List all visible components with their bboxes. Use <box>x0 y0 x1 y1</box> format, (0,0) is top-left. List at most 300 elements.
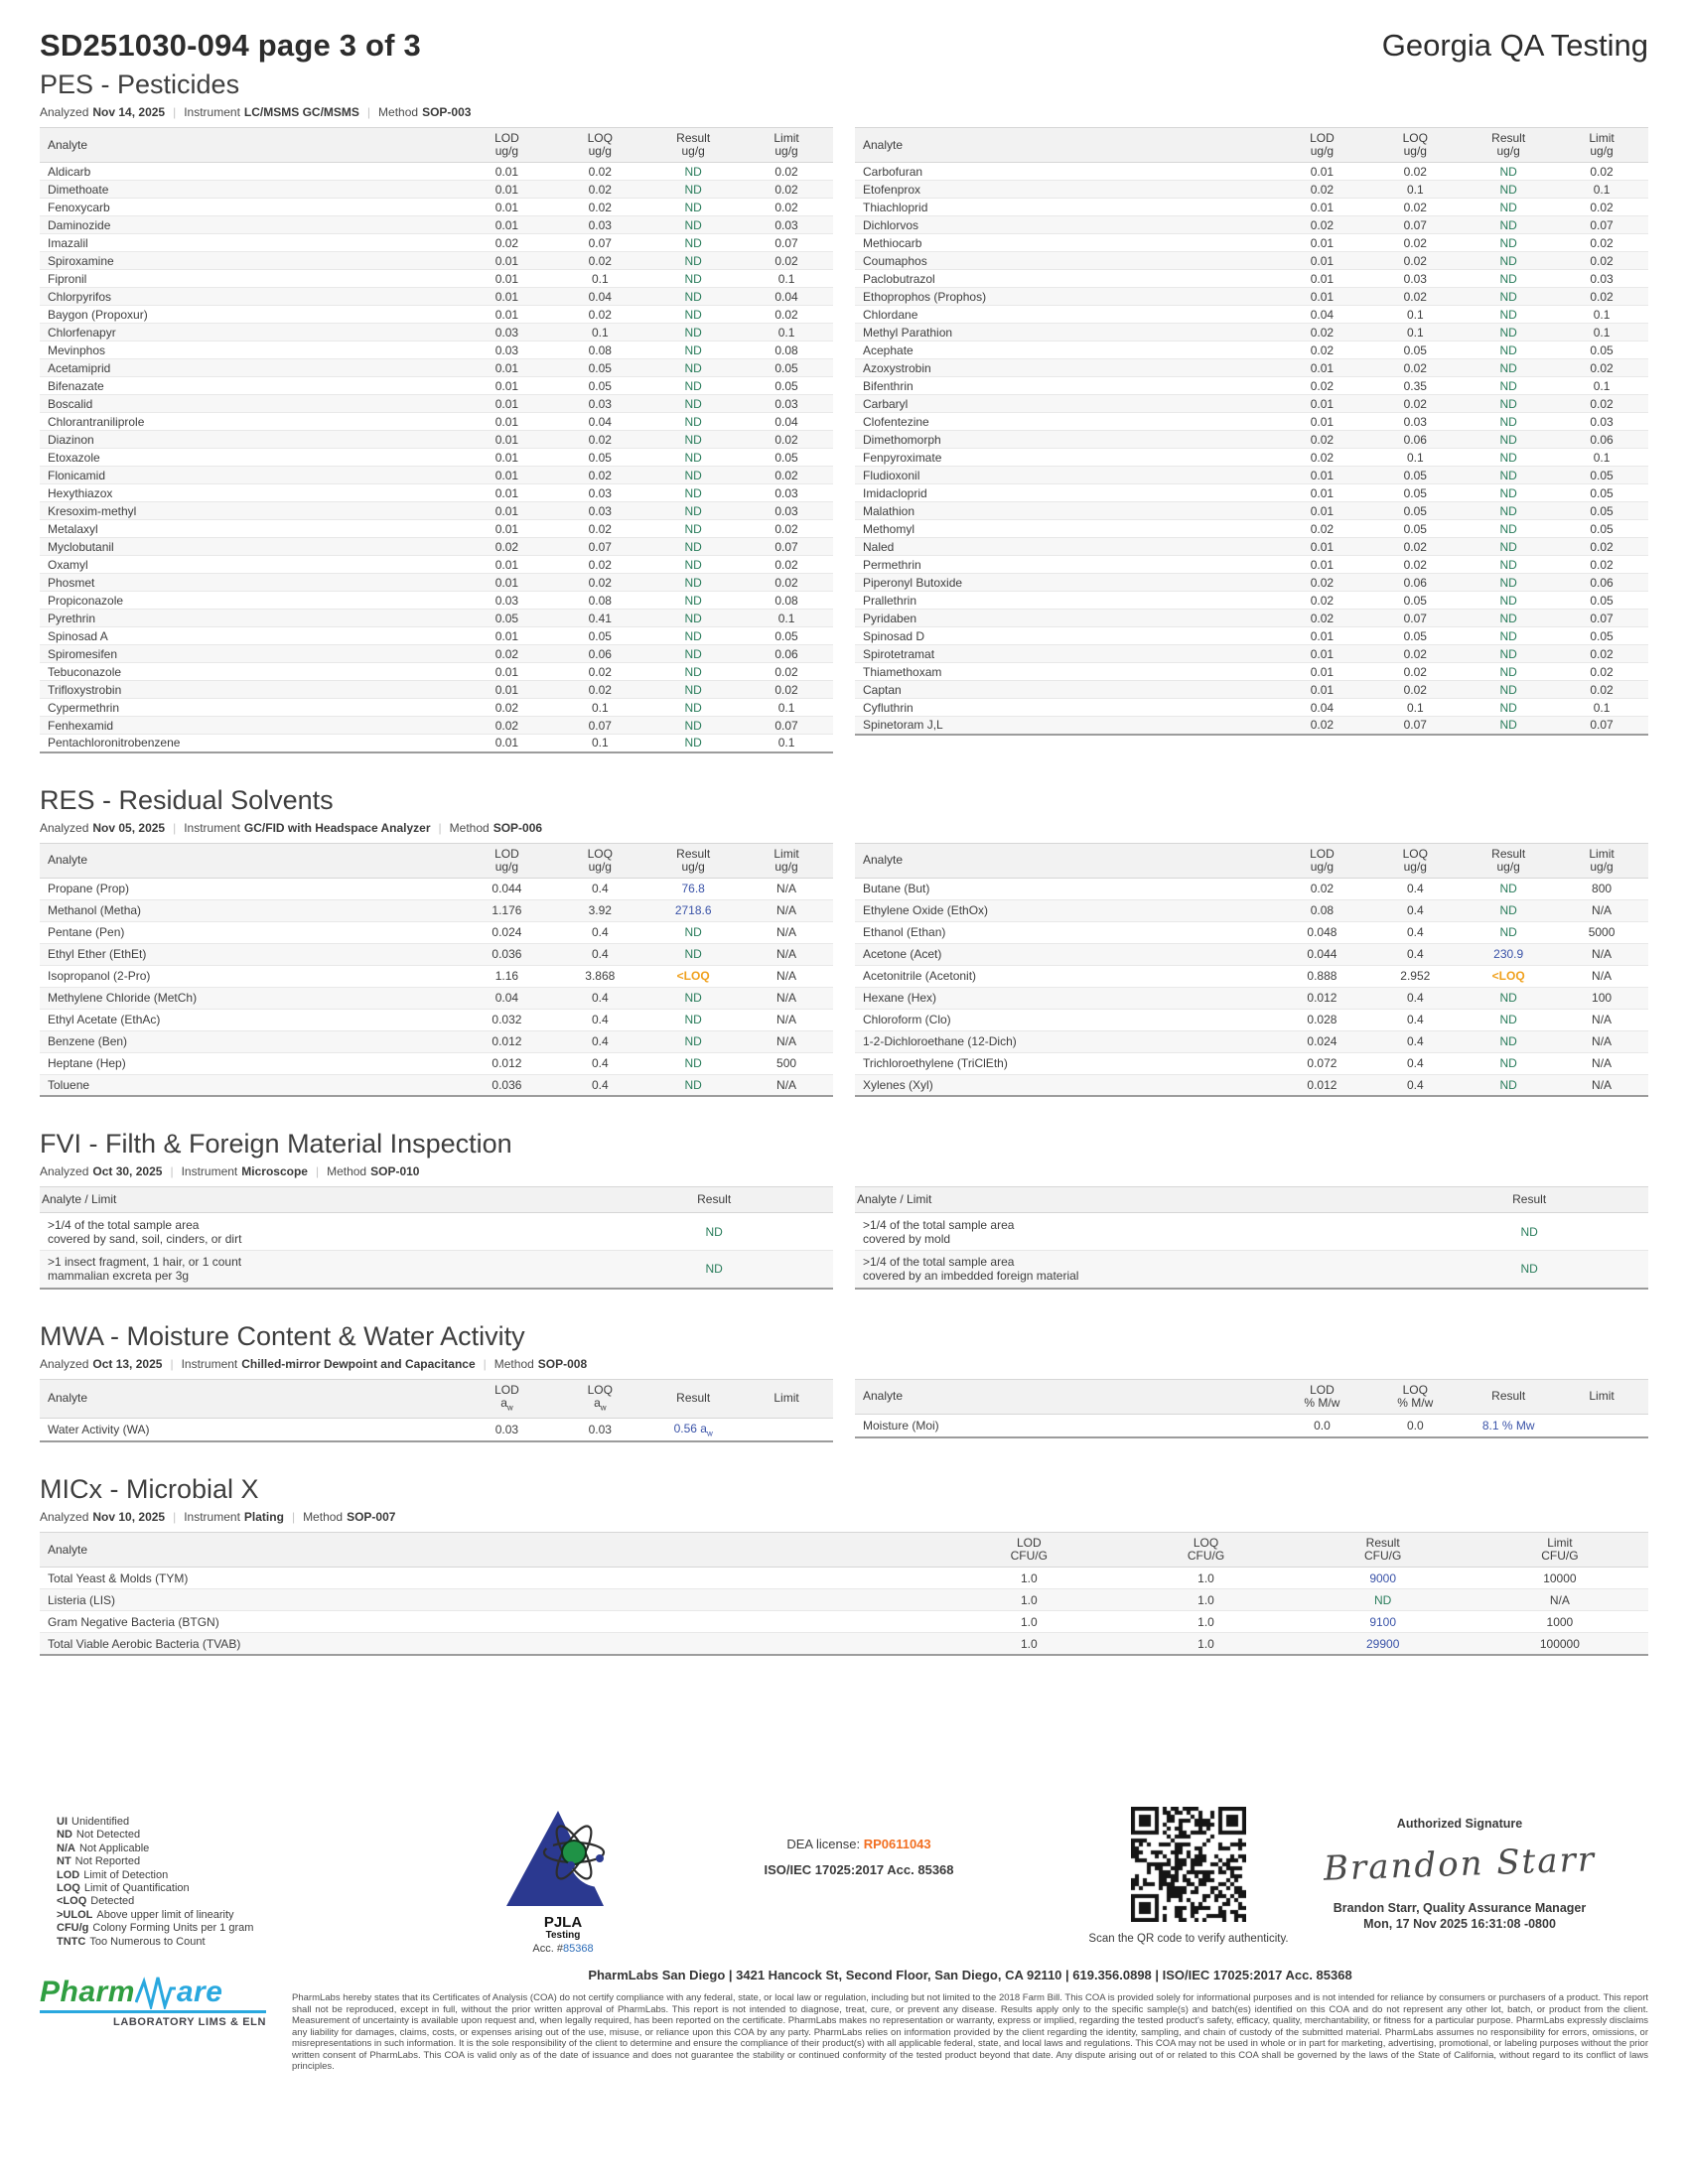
limit-criteria-text: >1 insect fragment, 1 hair, or 1 count mammalian excreta per 3g <box>40 1251 595 1289</box>
table-row <box>40 163 833 181</box>
table-row <box>40 592 833 610</box>
limit-value: 0.03 <box>740 216 833 234</box>
legend-item: UI Unidentified <box>57 1816 130 1828</box>
result-value: ND <box>1462 467 1555 484</box>
column-header: LOD $a_w$ <box>460 1379 553 1418</box>
column-header: Analyte / Limit <box>855 1187 1410 1213</box>
analyte-name: Piperonyl Butoxide <box>855 574 1275 592</box>
analyte-name: Thiachloprid <box>855 199 1275 216</box>
column-header: LOQ $a_w$ <box>553 1379 646 1418</box>
lod-value: 0.01 <box>460 252 553 270</box>
lod-value: 0.01 <box>1275 288 1368 306</box>
section-microbial <box>40 1474 1648 1656</box>
lod-value: 0.01 <box>460 270 553 288</box>
result-value: ND <box>1462 395 1555 413</box>
analyte-name: Spinosad A <box>40 627 460 645</box>
method-value: SOP-010 <box>370 1164 420 1178</box>
lod-value: 0.02 <box>1275 610 1368 627</box>
result-value: ND <box>646 1052 740 1074</box>
limit-value: 0.02 <box>740 681 833 699</box>
loq-value: 0.02 <box>1368 663 1462 681</box>
limit-value: 0.05 <box>1555 502 1648 520</box>
limit-value: N/A <box>1555 1074 1648 1096</box>
loq-value: 0.4 <box>553 1052 646 1074</box>
lod-value: 0.036 <box>460 1074 553 1096</box>
lod-value: 0.02 <box>1275 592 1368 610</box>
result-value: ND <box>1462 610 1555 627</box>
loq-value: 0.02 <box>1368 234 1462 252</box>
analyte-name: Permethrin <box>855 556 1275 574</box>
loq-value: 0.03 <box>1368 270 1462 288</box>
table-row <box>855 199 1648 216</box>
limit-value: 0.02 <box>1555 645 1648 663</box>
loq-value: 1.0 <box>1117 1589 1294 1611</box>
result-value: ND <box>646 735 740 752</box>
analyzed-label: Analyzed <box>40 1510 89 1525</box>
limit-value: 0.02 <box>740 163 833 181</box>
lod-value: 0.01 <box>1275 270 1368 288</box>
result-value: 8.1 % Mw <box>1462 1414 1555 1437</box>
lod-value: 1.0 <box>940 1589 1117 1611</box>
column-header: Result <box>595 1187 833 1213</box>
table-row <box>40 1052 833 1074</box>
limit-value: 0.02 <box>740 556 833 574</box>
loq-value: 0.4 <box>1368 921 1462 943</box>
loq-value: 0.1 <box>553 324 646 341</box>
analyte-name: Chloroform (Clo) <box>855 1009 1275 1030</box>
table-row <box>855 899 1648 921</box>
table-row <box>40 306 833 324</box>
lod-value: 0.02 <box>1275 717 1368 735</box>
loq-value: 0.1 <box>553 270 646 288</box>
table-row <box>855 449 1648 467</box>
separator: | <box>170 1164 174 1178</box>
lod-value: 0.02 <box>1275 181 1368 199</box>
analyte-name: Bifenazate <box>40 377 460 395</box>
limit-value: N/A <box>1472 1589 1648 1611</box>
table-row <box>855 1414 1648 1437</box>
column-header: Limit ug/g <box>1555 843 1648 878</box>
loq-value: 1.0 <box>1117 1633 1294 1655</box>
analyte-name: Trifloxystrobin <box>40 681 460 699</box>
loq-value: 0.02 <box>553 181 646 199</box>
lod-value: 0.03 <box>460 324 553 341</box>
analyzed-date: Nov 14, 2025 <box>92 105 166 119</box>
limit-value: 0.02 <box>1555 163 1648 181</box>
loq-value: 3.868 <box>553 965 646 987</box>
lod-value: 0.01 <box>460 216 553 234</box>
result-value: ND <box>646 199 740 216</box>
result-value: ND <box>1462 1009 1555 1030</box>
result-value: ND <box>646 324 740 341</box>
result-value: ND <box>1462 359 1555 377</box>
section-meta <box>40 1357 1648 1371</box>
table-row <box>855 1251 1648 1289</box>
column-header: Result ug/g <box>1462 128 1555 163</box>
lod-value: 0.01 <box>1275 252 1368 270</box>
loq-value: 0.05 <box>1368 592 1462 610</box>
limit-value: 0.1 <box>1555 181 1648 199</box>
analyte-name: Imidacloprid <box>855 484 1275 502</box>
limit-value: 0.1 <box>740 610 833 627</box>
lod-value: 0.01 <box>1275 359 1368 377</box>
table-row <box>855 538 1648 556</box>
analyte-name: Ethoprophos (Prophos) <box>855 288 1275 306</box>
lod-value: 0.08 <box>1275 899 1368 921</box>
analyte-name: Flonicamid <box>40 467 460 484</box>
analyzed-date: Nov 10, 2025 <box>92 1510 166 1525</box>
pjla-name: PJLA <box>543 1914 583 1931</box>
result-value: ND <box>646 359 740 377</box>
solvents-table-left <box>40 843 833 1098</box>
section-title: MICx - Microbial X <box>40 1474 259 1505</box>
result-value: ND <box>1462 699 1555 717</box>
analyte-name: Etofenprox <box>855 181 1275 199</box>
table-row <box>855 592 1648 610</box>
limit-value: 0.05 <box>740 377 833 395</box>
table-row <box>855 181 1648 199</box>
analyzed-date: Nov 05, 2025 <box>92 820 166 835</box>
limit-value: 100000 <box>1472 1633 1648 1655</box>
result-value: ND <box>646 663 740 681</box>
analyte-name: Oxamyl <box>40 556 460 574</box>
instrument-value: Plating <box>243 1510 284 1525</box>
result-value: ND <box>1462 592 1555 610</box>
loq-value: 0.05 <box>553 359 646 377</box>
separator: | <box>438 820 442 835</box>
result-value: ND <box>1462 556 1555 574</box>
table-row <box>855 377 1648 395</box>
result-value: ND <box>646 1009 740 1030</box>
analyte-name: Acephate <box>855 341 1275 359</box>
limit-value: 500 <box>740 1052 833 1074</box>
loq-value: 0.08 <box>553 341 646 359</box>
analyte-name: Methomyl <box>855 520 1275 538</box>
table-row <box>40 663 833 681</box>
loq-value: 0.1 <box>1368 699 1462 717</box>
pharmware-logo-subtitle: LABORATORY LIMS & ELN <box>113 2016 266 2028</box>
result-value: ND <box>1410 1213 1648 1251</box>
client-name: Georgia QA Testing <box>1381 28 1648 63</box>
result-value: ND <box>646 449 740 467</box>
table-row <box>855 663 1648 681</box>
loq-value: 0.05 <box>1368 484 1462 502</box>
pesticides-table-right <box>855 127 1648 736</box>
limit-value: 800 <box>1555 878 1648 899</box>
limit-value: 0.05 <box>740 359 833 377</box>
limit-value: 0.02 <box>1555 663 1648 681</box>
table-row <box>855 341 1648 359</box>
pulse-line-icon <box>135 1976 177 2009</box>
table-row <box>855 306 1648 324</box>
column-header: Result ug/g <box>646 843 740 878</box>
analyte-name: Pyrethrin <box>40 610 460 627</box>
sample-id-title: SD251030-094 page 3 of 3 <box>40 28 421 63</box>
result-value: ND <box>646 377 740 395</box>
legend-item: <LOQ Detected <box>57 1895 135 1908</box>
table-row <box>40 574 833 592</box>
result-value: ND <box>646 431 740 449</box>
table-row <box>40 987 833 1009</box>
analyte-name: Pentachloronitrobenzene <box>40 735 460 752</box>
limit-value: N/A <box>740 878 833 899</box>
section-title: RES - Residual Solvents <box>40 784 334 815</box>
column-header: Result <box>1410 1187 1648 1213</box>
limit-value: 0.1 <box>1555 699 1648 717</box>
instrument-label: Instrument <box>181 1164 238 1178</box>
column-header: Limit <box>1555 1379 1648 1414</box>
loq-value: 0.1 <box>1368 181 1462 199</box>
column-header: LOQ ug/g <box>1368 843 1462 878</box>
analyte-name: Cypermethrin <box>40 699 460 717</box>
limit-value: 0.1 <box>740 699 833 717</box>
result-value: ND <box>646 538 740 556</box>
loq-value: 0.05 <box>553 627 646 645</box>
lod-value: 0.01 <box>1275 163 1368 181</box>
column-header: LOQ ug/g <box>553 128 646 163</box>
microbial-table <box>40 1532 1648 1656</box>
table-row <box>40 899 833 921</box>
analyte-name: Water Activity (WA) <box>40 1418 460 1441</box>
loq-value: 0.05 <box>1368 502 1462 520</box>
analyte-name: 1-2-Dichloroethane (12-Dich) <box>855 1030 1275 1052</box>
analyte-name: Dimethoate <box>40 181 460 199</box>
lod-value: 0.03 <box>460 592 553 610</box>
result-value: ND <box>1462 181 1555 199</box>
analyte-name: Butane (But) <box>855 878 1275 899</box>
lod-value: 0.02 <box>1275 520 1368 538</box>
analyte-name: Daminozide <box>40 216 460 234</box>
lod-value: 0.01 <box>460 574 553 592</box>
loq-value: 0.02 <box>553 574 646 592</box>
loq-value: 0.02 <box>553 681 646 699</box>
license-block <box>650 1837 1067 1877</box>
instrument-value: Microscope <box>241 1164 308 1178</box>
pjla-acc-label: Acc. # <box>532 1943 563 1955</box>
limit-value: 0.1 <box>1555 324 1648 341</box>
instrument-label: Instrument <box>184 105 240 119</box>
column-header: LOD ug/g <box>460 128 553 163</box>
table-row <box>855 359 1648 377</box>
legend-item: LOQ Limit of Quantification <box>57 1882 190 1895</box>
table-row <box>855 574 1648 592</box>
limit-value: 0.07 <box>740 717 833 735</box>
lod-value: 0.01 <box>1275 645 1368 663</box>
method-value: SOP-003 <box>422 105 472 119</box>
section-residual-solvents <box>40 785 1648 1098</box>
table-row <box>855 717 1648 735</box>
analyzed-date: Oct 13, 2025 <box>92 1356 163 1371</box>
limit-value: 0.02 <box>740 252 833 270</box>
result-value: ND <box>646 413 740 431</box>
loq-value: 1.0 <box>1117 1611 1294 1633</box>
table-row <box>40 1568 1648 1589</box>
loq-value: 0.1 <box>1368 324 1462 341</box>
result-value: ND <box>1462 1074 1555 1096</box>
analyte-name: Chlorfenapyr <box>40 324 460 341</box>
column-header: Limit ug/g <box>1555 128 1648 163</box>
method-value: SOP-006 <box>492 820 543 835</box>
separator: | <box>173 105 177 119</box>
column-header: Result <box>1462 1379 1555 1414</box>
loq-value: 3.92 <box>553 899 646 921</box>
separator: | <box>170 1356 174 1371</box>
lod-value: 0.01 <box>1275 502 1368 520</box>
moisture-table <box>855 1379 1648 1439</box>
legend-item: TNTC Too Numerous to Count <box>57 1935 206 1948</box>
lod-value: 0.02 <box>460 699 553 717</box>
limit-value: N/A <box>740 1030 833 1052</box>
logo-underline <box>40 2010 266 2013</box>
result-value: ND <box>646 341 740 359</box>
result-value: ND <box>646 717 740 735</box>
method-label: Method <box>378 105 419 119</box>
column-header: LOQ CFU/G <box>1117 1533 1294 1568</box>
limit-value: 0.02 <box>1555 252 1648 270</box>
table-row <box>855 1030 1648 1052</box>
column-header: Limit <box>740 1379 833 1418</box>
result-value: ND <box>646 987 740 1009</box>
limit-value: 0.02 <box>740 520 833 538</box>
table-row <box>40 699 833 717</box>
pesticides-table-left <box>40 127 833 753</box>
table-row <box>40 377 833 395</box>
instrument-value: Chilled-mirror Dewpoint and Capacitance <box>241 1356 476 1371</box>
result-value: ND <box>1462 1052 1555 1074</box>
result-value: ND <box>1462 538 1555 556</box>
lod-value: 0.028 <box>1275 1009 1368 1030</box>
lod-value: 0.01 <box>460 484 553 502</box>
table-row <box>855 965 1648 987</box>
loq-value: 0.4 <box>1368 1074 1462 1096</box>
lod-value: 0.0 <box>1275 1414 1368 1437</box>
loq-value: 0.05 <box>1368 341 1462 359</box>
column-header: Analyte <box>855 843 1275 878</box>
lod-value: 0.02 <box>1275 878 1368 899</box>
section-meta <box>40 1164 1648 1178</box>
analyte-name: Propane (Prop) <box>40 878 460 899</box>
analyte-name: Chlorpyrifos <box>40 288 460 306</box>
loq-value: 0.4 <box>1368 899 1462 921</box>
table-row <box>40 252 833 270</box>
table-row <box>40 341 833 359</box>
table-row <box>40 431 833 449</box>
result-value: ND <box>646 592 740 610</box>
table-row <box>855 1009 1648 1030</box>
result-value: ND <box>646 943 740 965</box>
solvents-table-right <box>855 843 1648 1098</box>
signature-script: Brandon Starr <box>1323 1840 1597 1889</box>
result-value: ND <box>646 270 740 288</box>
method-label: Method <box>327 1164 367 1178</box>
limit-value: N/A <box>740 899 833 921</box>
method-label: Method <box>449 820 490 835</box>
table-row <box>855 324 1648 341</box>
result-value: ND <box>1462 252 1555 270</box>
result-value: ND <box>1462 306 1555 324</box>
separator: | <box>315 1164 320 1178</box>
lod-value: 0.012 <box>1275 987 1368 1009</box>
signature-date: Mon, 17 Nov 2025 16:31:08 -0800 <box>1363 1917 1556 1931</box>
result-value: 230.9 <box>1462 943 1555 965</box>
loq-value: 0.41 <box>553 610 646 627</box>
analyte-name: Fenoxycarb <box>40 199 460 216</box>
analyzed-label: Analyzed <box>40 1164 89 1178</box>
result-value: ND <box>646 699 740 717</box>
column-header: LOD ug/g <box>460 843 553 878</box>
pjla-acc-value: 85368 <box>562 1943 594 1955</box>
limit-value: 0.05 <box>740 449 833 467</box>
pjla-testing-label: Testing <box>545 1930 581 1941</box>
result-value: ND <box>646 216 740 234</box>
lod-value: 0.01 <box>460 467 553 484</box>
limit-value: N/A <box>740 965 833 987</box>
table-row <box>40 288 833 306</box>
lod-value: 0.02 <box>460 234 553 252</box>
analyte-name: Etoxazole <box>40 449 460 467</box>
section-meta <box>40 105 1648 119</box>
loq-value: 0.4 <box>1368 1052 1462 1074</box>
loq-value: 0.02 <box>1368 395 1462 413</box>
loq-value: 0.02 <box>553 663 646 681</box>
lod-value: 0.032 <box>460 1009 553 1030</box>
lod-value: 0.044 <box>1275 943 1368 965</box>
instrument-label: Instrument <box>181 1356 238 1371</box>
column-header: Result <box>646 1379 740 1418</box>
analyte-name: Spinosad D <box>855 627 1275 645</box>
table-row <box>40 681 833 699</box>
table-row <box>40 610 833 627</box>
table-row <box>40 943 833 965</box>
limit-value: 0.1 <box>1555 306 1648 324</box>
lod-value: 0.03 <box>460 341 553 359</box>
lod-value: 0.02 <box>1275 431 1368 449</box>
loq-value: 1.0 <box>1117 1568 1294 1589</box>
lod-value: 0.01 <box>460 556 553 574</box>
column-header: Limit CFU/G <box>1472 1533 1648 1568</box>
loq-value: 0.4 <box>1368 878 1462 899</box>
table-row <box>40 1009 833 1030</box>
table-row <box>40 1251 833 1289</box>
table-row <box>855 484 1648 502</box>
table-row <box>40 449 833 467</box>
loq-value: 0.02 <box>1368 252 1462 270</box>
table-row <box>855 610 1648 627</box>
loq-value: 0.07 <box>1368 610 1462 627</box>
lod-value: 0.01 <box>1275 627 1368 645</box>
dea-license-line <box>650 1837 1067 1852</box>
loq-value: 0.06 <box>553 645 646 663</box>
analyte-name: Acetone (Acet) <box>855 943 1275 965</box>
table-row <box>855 1052 1648 1074</box>
limit-value: 0.05 <box>1555 520 1648 538</box>
loq-value: 0.02 <box>1368 538 1462 556</box>
table-row <box>855 270 1648 288</box>
analyte-name: Coumaphos <box>855 252 1275 270</box>
column-header: Limit ug/g <box>740 128 833 163</box>
limit-value: N/A <box>740 1009 833 1030</box>
limit-value: 0.02 <box>1555 681 1648 699</box>
loq-value: 0.03 <box>1368 413 1462 431</box>
table-row <box>40 1030 833 1052</box>
method-value: SOP-008 <box>537 1356 588 1371</box>
result-value: 2718.6 <box>646 899 740 921</box>
limit-value: N/A <box>1555 1030 1648 1052</box>
lod-value: 0.012 <box>1275 1074 1368 1096</box>
lod-value: 0.01 <box>460 181 553 199</box>
limit-value: 0.06 <box>1555 574 1648 592</box>
table-row <box>855 921 1648 943</box>
